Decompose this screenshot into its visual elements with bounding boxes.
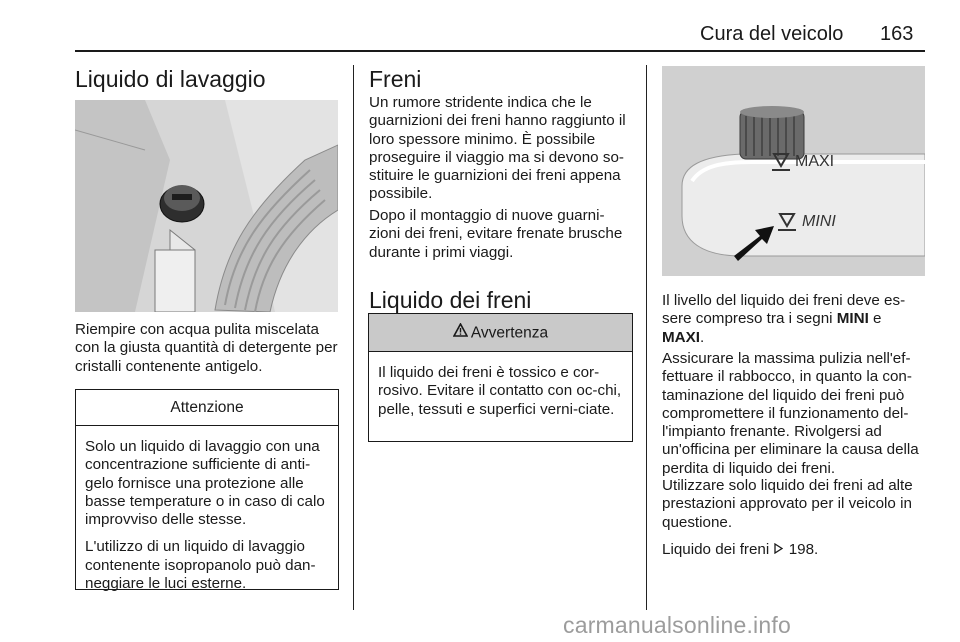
watermark: carmanualsonline.info <box>563 612 791 638</box>
section-heading-brakes: Freni <box>369 66 422 92</box>
brakes-paragraph-2: Dopo il montaggio di nuove guarni-zioni dei freni, evitare frenate brusche durante i primi viaggi. <box>369 207 623 261</box>
cross-reference-page: 198. <box>788 541 819 559</box>
washer-fluid-paragraph: Riempire con acqua pulita miscelata con la giusta quantità di detergente per cristalli contenente antigelo. <box>75 321 338 375</box>
refill-cleanliness-paragraph: Assicurare la massima pulizia nell'ef-fettuare il rabbocco, in quanto la con-taminazione del liquido dei freni può compromettere il funzionamento del-l'impianto frenante. Rivolgersi ad un'officina per eliminare la causa della perdita di liquido dei freni. <box>662 350 919 477</box>
mini-term: MINI <box>836 310 869 328</box>
running-header-title: Cura del veicolo <box>700 23 844 45</box>
column-divider <box>646 65 647 610</box>
warning-title: Avvertenza <box>470 324 549 342</box>
caution-box <box>75 389 339 593</box>
caution-title: Attenzione <box>76 390 338 426</box>
warning-header <box>369 314 632 352</box>
section-heading-brake-fluid: Liquido dei freni <box>369 287 532 313</box>
approved-fluid-paragraph: Utilizzare solo liquido dei freni ad alte prestazioni approvato per il veicolo in questione. <box>662 477 913 531</box>
caution-paragraph-1: Solo un liquido di lavaggio con una concentrazione sufficiente di anti-gelo fornisce una protezione alle basse temperature o in caso di calo improvviso delle stesse. <box>85 438 325 529</box>
maxi-term: MAXI <box>662 328 700 346</box>
level-text-end: . <box>699 328 705 346</box>
caution-paragraph-2: L'utilizzo di un liquido di lavaggio contenente isopropanolo può dan-neggiare le luci esterne. <box>85 538 316 593</box>
header-rule <box>75 50 925 52</box>
level-text: Il livello del liquido dei freni deve es-sere compreso tra i segni <box>662 292 906 328</box>
warning-paragraph: Il liquido dei freni è tossico e cor-rosivo. Evitare il contatto con oc-chi, pelle, tessuti e superfici verni-ciate. <box>378 364 622 418</box>
warning-body <box>369 352 632 419</box>
maxi-mark-label: MAXI <box>795 153 835 170</box>
cross-reference[interactable] <box>662 541 926 559</box>
washer-fluid-illustration <box>75 100 338 312</box>
washer-reservoir-drawing <box>75 100 338 312</box>
brake-fluid-level-paragraph <box>662 292 926 347</box>
triangle-right-icon <box>774 541 783 559</box>
brake-fluid-reservoir-illustration <box>662 66 925 276</box>
mini-mark-label: MINI <box>802 213 836 230</box>
page-number: 163 <box>880 23 914 45</box>
brakes-paragraph-1: Un rumore stridente indica che le guarnizioni dei freni hanno raggiunto il loro spessore minimo. È possibile proseguire il viaggio ma si devono so-stituire le guarnizioni dei freni appena possibile. <box>369 94 626 203</box>
section-heading-washer-fluid: Liquido di lavaggio <box>75 66 266 92</box>
warning-box <box>368 313 633 442</box>
level-text-join: e <box>868 310 882 328</box>
brake-reservoir-drawing <box>662 66 925 276</box>
warning-triangle-icon <box>453 314 468 351</box>
column-divider <box>353 65 354 610</box>
cross-reference-label: Liquido dei freni <box>662 541 770 559</box>
caution-body <box>76 426 338 593</box>
